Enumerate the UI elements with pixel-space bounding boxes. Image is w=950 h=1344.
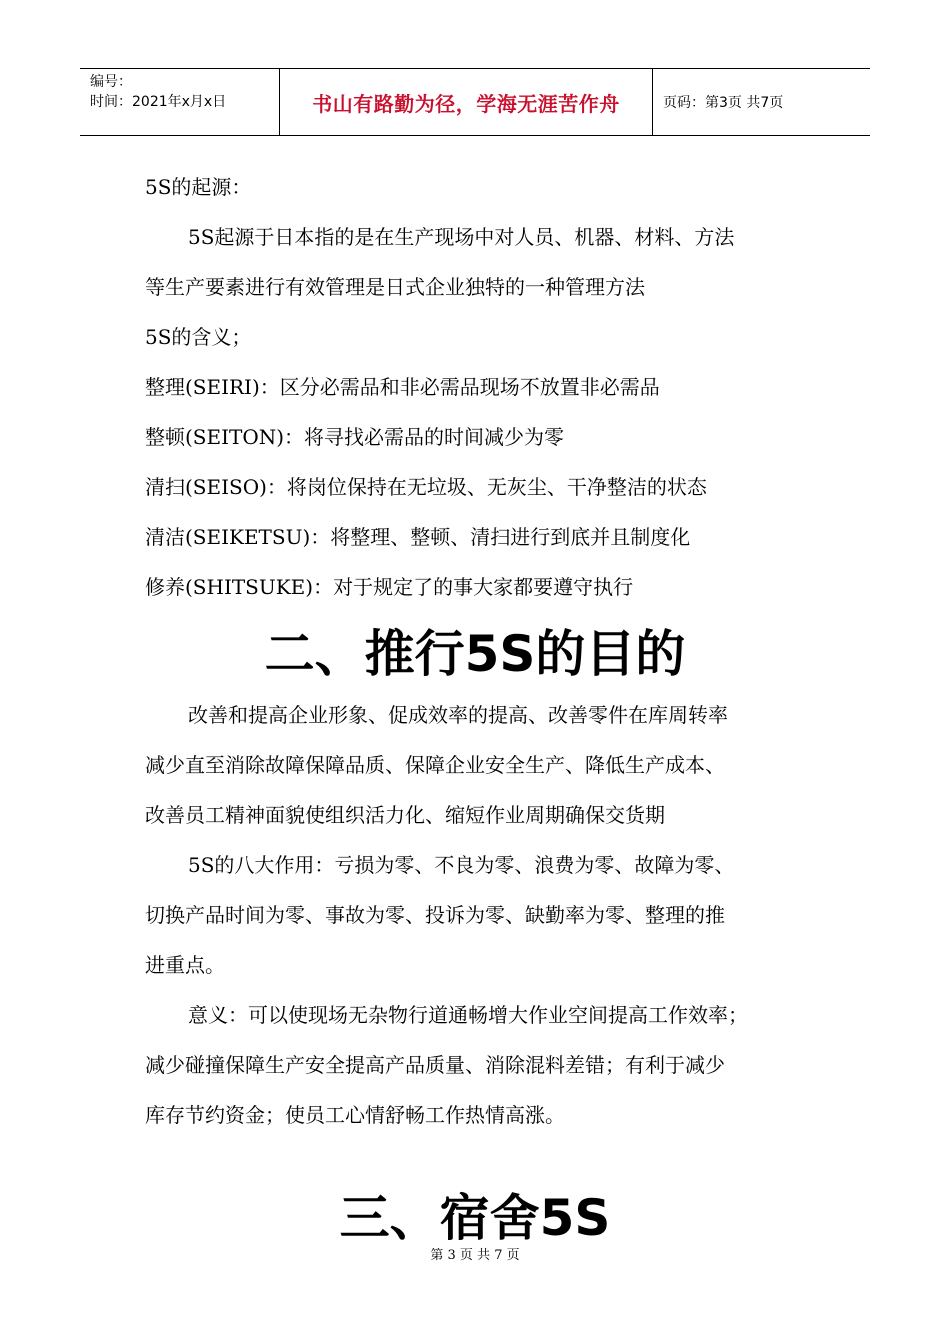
- shitsuke-definition: 修养(SHITSUKE)：对于规定了的事大家都要遵守执行: [145, 575, 634, 599]
- page-footer: 第 3 页 共 7 页: [430, 1248, 520, 1263]
- seiton-definition: 整顿(SEITON)：将寻找必需品的时间减少为零: [145, 425, 565, 449]
- significance-line-2: 减少碰撞保障生产安全提高产品质量、消除混料差错；有利于减少: [145, 1053, 725, 1077]
- seiketsu-definition: 清洁(SEIKETSU)：将整理、整顿、清扫进行到底并且制度化: [145, 525, 691, 549]
- header-page-info: 页码：第3页 共7页: [663, 95, 784, 111]
- eight-functions-line-1: 5S的八大作用：亏损为零、不良为零、浪费为零、故障为零、: [188, 853, 735, 877]
- page-header: [80, 68, 870, 136]
- eight-functions-line-2: 切换产品时间为零、事故为零、投诉为零、缺勤率为零、整理的推: [145, 903, 725, 927]
- document-date: 时间：2021年x月x日: [90, 94, 227, 110]
- origin-title: 5S的起源：: [145, 175, 252, 199]
- significance-line-3: 库存节约资金；使员工心情舒畅工作热情高涨。: [145, 1103, 565, 1127]
- purpose-line-2: 减少直至消除故障保障品质、保障企业安全生产、降低生产成本、: [145, 753, 725, 777]
- purpose-line-3: 改善员工精神面貌使组织活力化、缩短作业周期确保交货期: [145, 803, 665, 827]
- seiso-definition: 清扫(SEISO)：将岗位保持在无垃圾、无灰尘、干净整洁的状态: [145, 475, 707, 499]
- purpose-line-1: 改善和提高企业形象、促成效率的提高、改善零件在库周转率: [188, 703, 728, 727]
- seiri-definition: 整理(SEIRI)：区分必需品和非必需品现场不放置非必需品: [145, 375, 660, 399]
- document-body: [145, 162, 825, 1258]
- eight-functions-line-3: 进重点。: [145, 953, 225, 977]
- meaning-title: 5S的含义；: [145, 325, 252, 349]
- document-number: 编号：: [90, 74, 132, 90]
- origin-line-2: 等生产要素进行有效管理是日式企业独特的一种管理方法: [145, 275, 645, 299]
- origin-line-1: 5S起源于日本指的是在生产现场中对人员、机器、材料、方法: [188, 225, 735, 249]
- section-heading-dormitory: 三、宿舍5S: [339, 1189, 611, 1247]
- significance-line-1: 意义：可以使现场无杂物行道通畅增大作业空间提高工作效率；: [188, 1003, 748, 1027]
- header-motto: 书山有路勤为径，学海无涯苦作舟: [280, 69, 653, 135]
- section-heading-purpose: 二、推行5S的目的: [264, 625, 686, 683]
- header-meta: [80, 69, 280, 135]
